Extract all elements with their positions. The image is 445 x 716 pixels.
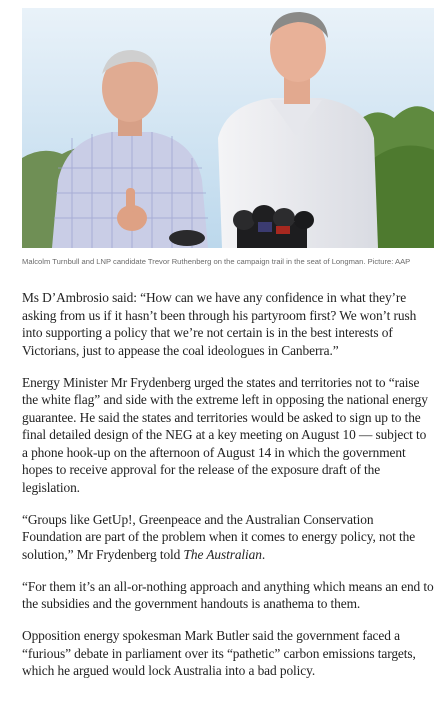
paragraph-butler: Opposition energy spokesman Mark Butler said the government faced a “furious” debate in parliament over its “pathetic” carbon emissions targets, which he argued would lock Australia into a bad policy.: [22, 628, 416, 678]
article-body: [22, 289, 435, 694]
paragraph-groups-quote: [22, 511, 435, 564]
paragraph-groups-quote-end: .: [261, 546, 266, 562]
paragraph-frydenberg-neg: Energy Minister Mr Frydenberg urged the states and territories not to “raise the white flag” and side with the extreme left in opposing the national energy guarantee. He said the states and territories would be asked to sign up to the final detailed design of the NEG at a key meeting on August 10 — subject to a phone hook-up on the afternoon of August 14 in which the government hopes to receive approval for the release of the exposure draft of the legislation.: [22, 374, 428, 495]
photo-caption: Malcolm Turnbull and LNP candidate Trevor Ruthenberg on the campaign trail in the seat of Longman. Picture: AAP: [22, 257, 411, 266]
paragraph-dambrosio-quote: Ms D’Ambrosio said: “How can we have any confidence in what they’re asking from us if it hasn’t been through his partyroom first? We won’t rush into supporting a policy that we’re not certain is in the best interests of Victorians, just to appease the coal ideologues in Canberra.”: [22, 290, 417, 358]
publication-name: The Australian: [183, 546, 262, 562]
news-photo: [22, 8, 434, 248]
paragraph-groups-quote-text: “Groups like GetUp!, Greenpeace and the Australian Conservation Foundation are part of the problem when it comes to energy policy, not the solution,” Mr Frydenberg told: [22, 511, 416, 562]
news-photo-illustration: [22, 8, 434, 248]
paragraph-all-or-nothing: “For them it’s an all-or-nothing approach and anything which means an end to the subsidies and the government handouts is anathema to them.: [22, 578, 434, 611]
